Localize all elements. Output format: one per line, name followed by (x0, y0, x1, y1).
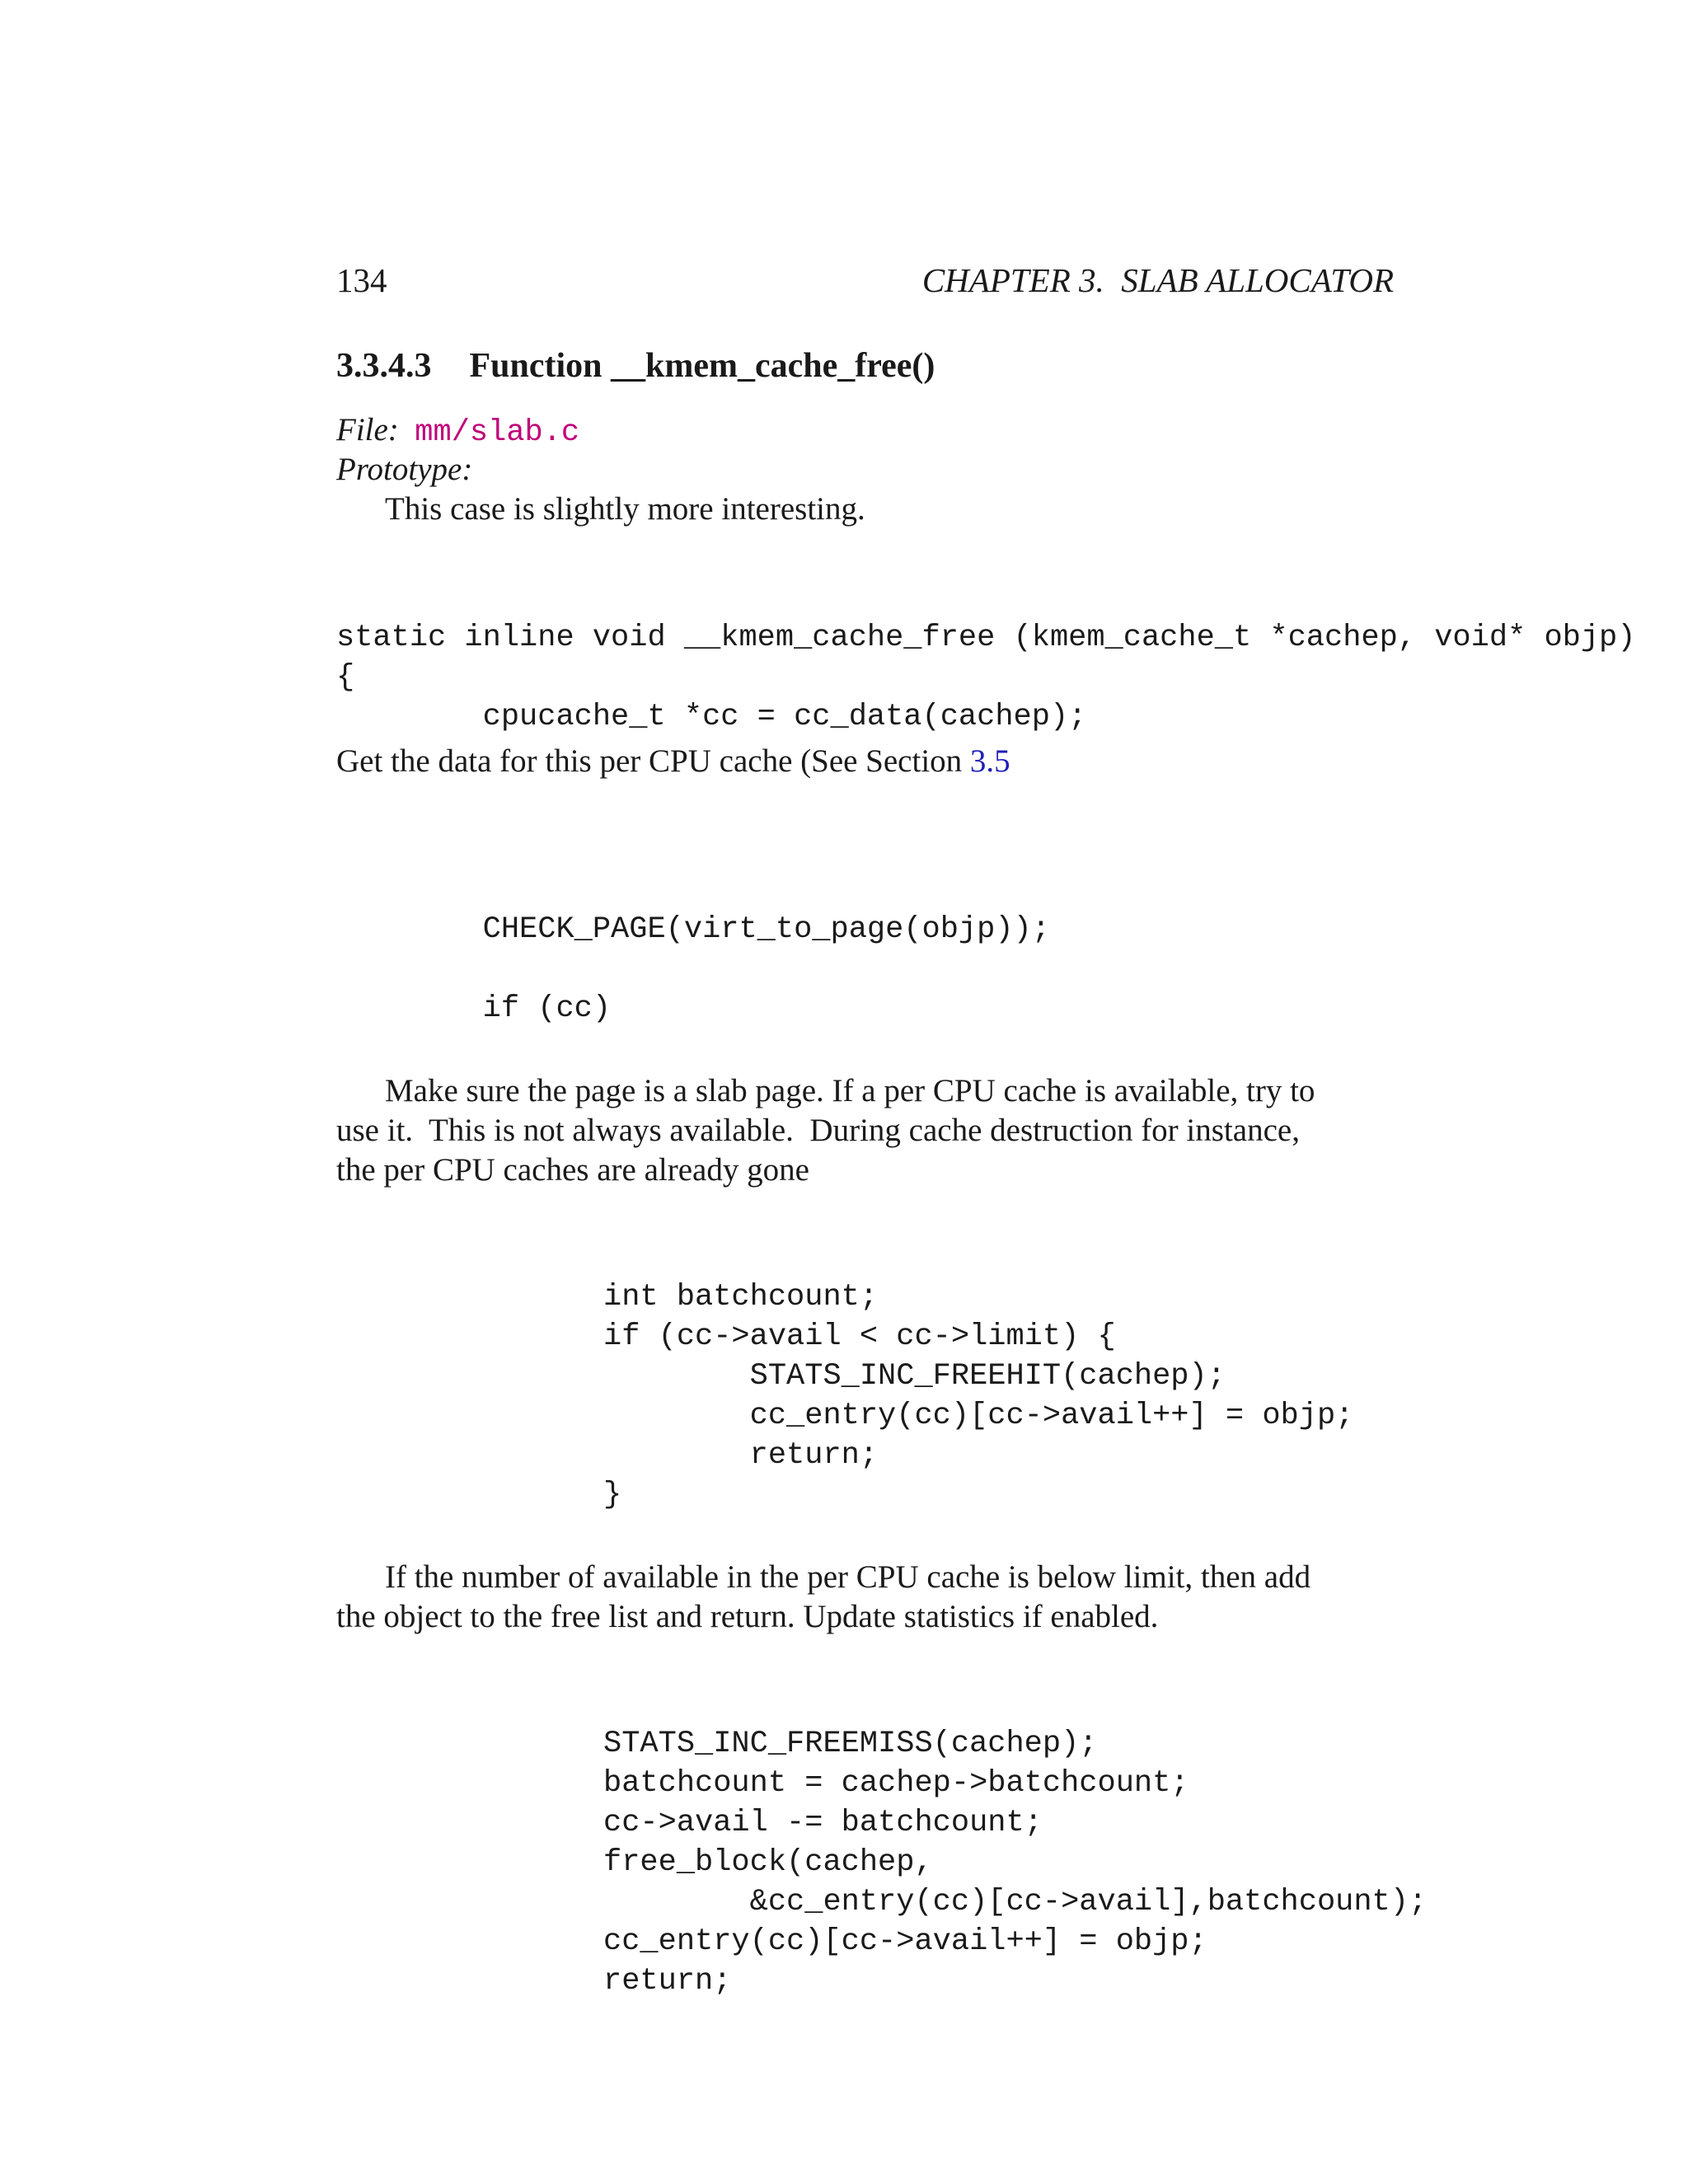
intro-paragraph: This case is slightly more interesting. (385, 491, 865, 527)
paragraph-line: the object to the free list and return. Update statistics if enabled. (336, 1599, 1159, 1634)
code-line: batchcount = cachep->batchcount; (603, 1766, 1189, 1801)
body-paragraph-2 (336, 1032, 1315, 1190)
file-line (336, 410, 579, 452)
paragraph-line: use it. This is not always available. During cache destruction for instance, (336, 1113, 1300, 1148)
body-paragraph-3 (336, 1518, 1311, 1637)
code-line: return; (603, 1438, 879, 1473)
code-line: if (cc) (336, 991, 612, 1026)
paragraph-line: the per CPU caches are already gone (336, 1152, 809, 1188)
chapter-title: CHAPTER 3. SLAB ALLOCATOR (921, 261, 1394, 299)
section-ref-link[interactable]: 3.5 (969, 743, 1010, 779)
code-line: free_block(cachep, (603, 1845, 933, 1880)
code-line: if (cc->avail < cc->limit) { (603, 1319, 1116, 1354)
code-line: STATS_INC_FREEMISS(cachep); (603, 1727, 1098, 1761)
code-line: cc_entry(cc)[cc->avail++] = objp; (603, 1399, 1354, 1433)
code-line: { (336, 660, 355, 695)
section-heading (336, 346, 935, 386)
file-path-link[interactable]: mm/slab.c (415, 415, 580, 450)
code-line: int batchcount; (603, 1280, 879, 1315)
code-line: STATS_INC_FREEHIT(cachep); (603, 1359, 1226, 1394)
section-title: Function __kmem_cache_free() (469, 347, 935, 385)
code-line: CHECK_PAGE(virt_to_page(objp)); (336, 912, 1050, 947)
code-line: cpucache_t *cc = cc_data(cachep); (336, 700, 1087, 734)
code-block-1 (336, 579, 1635, 737)
page-number: 134 (336, 261, 387, 299)
note-text: Get the data for this per CPU cache (See Section (336, 743, 970, 779)
code-line: &cc_entry(cc)[cc->avail],batchcount); (603, 1885, 1428, 1919)
prototype-label: Prototype: (336, 452, 473, 487)
code-line: static inline void __kmem_cache_free (kmem_cache_t *cachep, void* objp) (336, 621, 1636, 655)
file-label: File: (336, 412, 399, 448)
section-number: 3.3.4.3 (336, 347, 432, 385)
code-line: cc->avail -= batchcount; (603, 1806, 1043, 1840)
code-line: } (603, 1478, 622, 1512)
code-line: return; (603, 1964, 732, 1999)
code-block-3 (603, 1238, 1353, 1515)
note-paragraph-1 (336, 742, 1010, 781)
code-block-4 (603, 1685, 1427, 2001)
paragraph-line: Make sure the page is a slab page. If a per CPU cache is available, try to (385, 1073, 1315, 1108)
code-block-2 (336, 870, 1050, 1029)
code-line: cc_entry(cc)[cc->avail++] = objp; (603, 1924, 1207, 1959)
paragraph-line: If the number of available in the per CPU cache is below limit, then add (385, 1559, 1311, 1595)
code-line (336, 949, 1050, 989)
